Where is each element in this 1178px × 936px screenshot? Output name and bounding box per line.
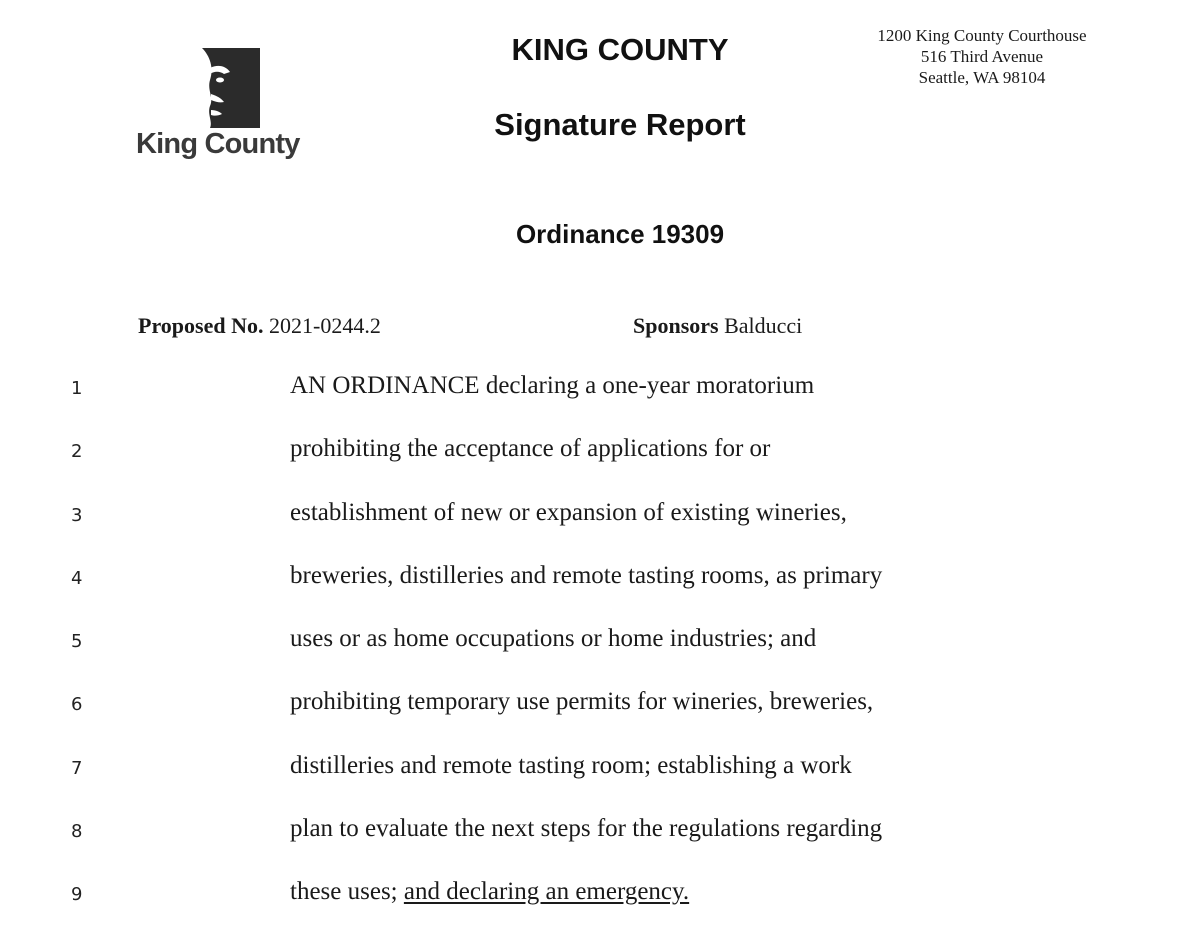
- line-number: 1: [71, 378, 83, 399]
- ordinance-line: [0, 752, 1178, 792]
- line-number: 3: [71, 505, 83, 526]
- ordinance-line: [0, 878, 1178, 918]
- proposed-value: 2021-0244.2: [269, 313, 381, 338]
- line-text-underlined: and declaring an emergency.: [403, 878, 690, 905]
- line-number: 6: [71, 694, 83, 715]
- line-text: prohibiting temporary use permits for wineries, breweries,: [290, 688, 874, 715]
- courthouse-address: [862, 25, 1102, 88]
- line-number: 5: [71, 631, 83, 652]
- logo-wordmark: King County: [136, 128, 300, 160]
- line-number: 4: [71, 568, 83, 589]
- sponsors-value: Balducci: [724, 313, 803, 338]
- address-line-2: 516 Third Avenue: [920, 47, 1044, 66]
- line-text-plain: these uses;: [290, 878, 404, 905]
- king-county-logo: [136, 44, 306, 168]
- ordinance-line: [0, 499, 1178, 539]
- county-title: KING COUNTY: [511, 32, 729, 67]
- address-line-3: Seattle, WA 98104: [918, 68, 1046, 87]
- line-number: 7: [71, 758, 83, 779]
- line-text: establishment of new or expansion of existing wineries,: [290, 499, 847, 526]
- line-text: breweries, distilleries and remote tasting rooms, as primary: [290, 562, 883, 589]
- proposed-label: Proposed No.: [138, 313, 264, 338]
- proposed-number: [138, 313, 381, 339]
- ordinance-title: Ordinance 19309: [515, 219, 725, 249]
- ordinance-line: [0, 688, 1178, 728]
- ordinance-line: [0, 562, 1178, 602]
- ordinance-line: [0, 435, 1178, 475]
- line-text: plan to evaluate the next steps for the regulations regarding: [290, 815, 883, 842]
- line-text: prohibiting the acceptance of applications for or: [290, 435, 771, 462]
- ordinance-line: [0, 815, 1178, 855]
- ordinance-line: [0, 372, 1178, 412]
- line-text: AN ORDINANCE declaring a one-year moratorium: [290, 372, 815, 399]
- ordinance-line: [0, 625, 1178, 665]
- king-county-portrait-icon: [180, 48, 260, 128]
- line-number: 8: [71, 821, 83, 842]
- sponsors-label: Sponsors: [633, 313, 719, 338]
- line-number: 2: [71, 441, 83, 462]
- address-line-1: 1200 King County Courthouse: [877, 26, 1087, 45]
- line-number: 9: [71, 884, 83, 905]
- line-text: [290, 878, 689, 906]
- line-text: distilleries and remote tasting room; establishing a work: [290, 752, 852, 779]
- report-title: Signature Report: [494, 107, 746, 142]
- sponsors: [633, 313, 802, 339]
- line-text: uses or as home occupations or home industries; and: [290, 625, 817, 652]
